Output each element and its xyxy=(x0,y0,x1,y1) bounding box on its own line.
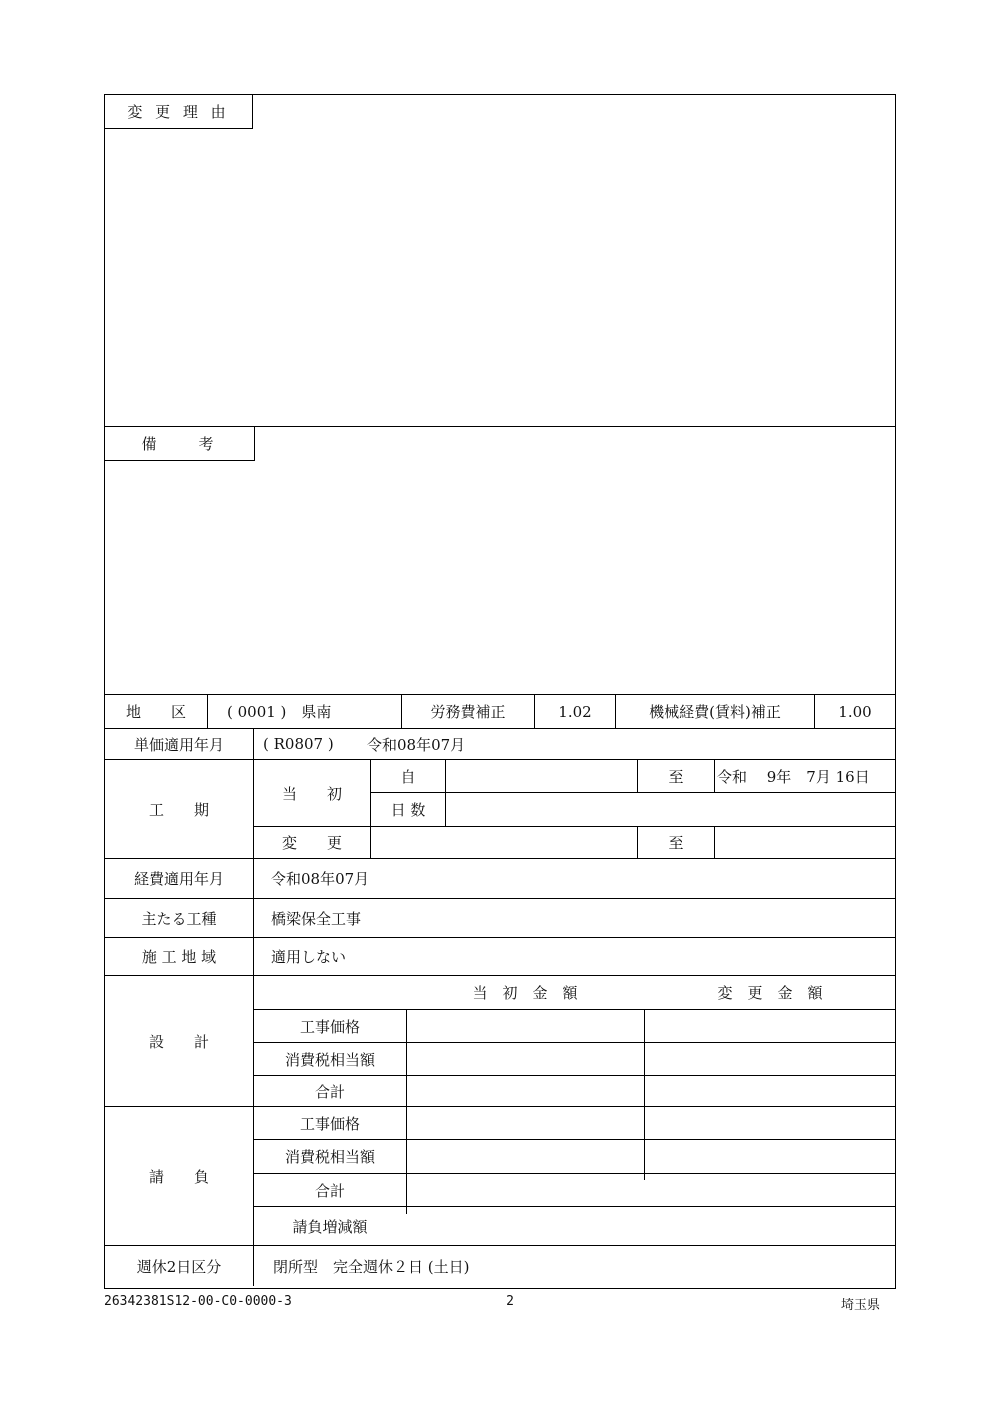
period-days-value xyxy=(455,793,885,826)
design-row-label: 工事価格 xyxy=(299,1017,360,1036)
document-code: 26342381S12-00-C0-0000-3 xyxy=(104,1294,292,1309)
district-value: ( 0001 ) 県南 xyxy=(227,703,332,721)
labor-correction-value: 1.02 xyxy=(558,702,592,721)
expense-value: 令和08年07月 xyxy=(271,870,370,888)
period-label: 工 期 xyxy=(148,800,209,819)
period-change-to-label: 至 xyxy=(668,834,684,852)
district-label: 地 区 xyxy=(125,703,186,721)
contract-row-initial xyxy=(411,1140,641,1173)
area-value: 適用しない xyxy=(271,948,347,966)
labor-correction-label: 労務費補正 xyxy=(430,703,506,721)
design-label: 設 計 xyxy=(148,1032,209,1051)
contract-diff-value xyxy=(411,1207,891,1245)
period-change-to-value xyxy=(717,827,893,858)
period-days-label: 日 数 xyxy=(390,801,426,819)
contract-diff-label: 請負増減額 xyxy=(292,1217,368,1236)
design-row-initial xyxy=(411,1043,641,1075)
work-type-label: 主たる工種 xyxy=(141,909,217,928)
contract-row-initial xyxy=(411,1174,641,1206)
change-reason-label: 変 更 理 由 xyxy=(105,95,253,129)
design-row-initial xyxy=(411,1010,641,1042)
remarks-section xyxy=(105,427,895,694)
design-row-changed xyxy=(650,1043,890,1075)
remarks-label: 備 考 xyxy=(105,427,255,461)
area-label: 施 工 地 域 xyxy=(141,948,217,966)
holiday-label: 週休2日区分 xyxy=(136,1257,222,1276)
unit-price-value: 令和08年07月 xyxy=(367,735,466,754)
period-from-label: 自 xyxy=(400,767,416,786)
unit-price-label: 単価適用年月 xyxy=(133,735,224,754)
contract-row-label: 工事価格 xyxy=(299,1114,360,1133)
contract-row-label: 合計 xyxy=(314,1181,345,1200)
contract-row-initial xyxy=(411,1107,641,1139)
period-initial-label: 当 初 xyxy=(281,784,342,803)
remarks-content xyxy=(265,467,865,687)
change-reason-content xyxy=(265,135,865,415)
period-change-value xyxy=(380,827,630,858)
machine-correction-label: 機械経費(賃料)補正 xyxy=(649,703,781,721)
contract-label: 請 負 xyxy=(148,1167,209,1186)
design-row-initial xyxy=(411,1076,641,1106)
expense-label: 経費適用年月 xyxy=(133,870,224,888)
holiday-value: 閉所型 完全週休２日 (土日) xyxy=(273,1257,470,1276)
page-number: 2 xyxy=(506,1294,514,1309)
contract-row-changed xyxy=(650,1174,890,1206)
contract-row-changed xyxy=(650,1107,890,1139)
period-from-value xyxy=(455,760,635,792)
unit-price-code: ( R0807 ) xyxy=(263,735,334,753)
machine-correction-value: 1.00 xyxy=(838,702,872,721)
design-row-changed xyxy=(650,1010,890,1042)
design-row-changed xyxy=(650,1076,890,1106)
design-row-label: 消費税相当額 xyxy=(284,1050,375,1069)
contract-row-label: 消費税相当額 xyxy=(284,1148,375,1166)
period-change-label: 変 更 xyxy=(281,834,342,852)
work-type-value: 橋梁保全工事 xyxy=(271,909,362,928)
design-row-label: 合計 xyxy=(314,1082,345,1101)
form-frame xyxy=(104,94,896,1289)
change-reason-section xyxy=(105,95,895,426)
period-to-label: 至 xyxy=(668,767,684,786)
changed-amount-header: 変 更 金 額 xyxy=(717,984,823,1002)
issuer-name: 埼玉県 xyxy=(840,1298,880,1313)
contract-row-changed xyxy=(650,1140,890,1173)
period-to-value: 令和 9年 7月 16日 xyxy=(717,767,870,786)
initial-amount-header: 当 初 金 額 xyxy=(472,984,578,1002)
